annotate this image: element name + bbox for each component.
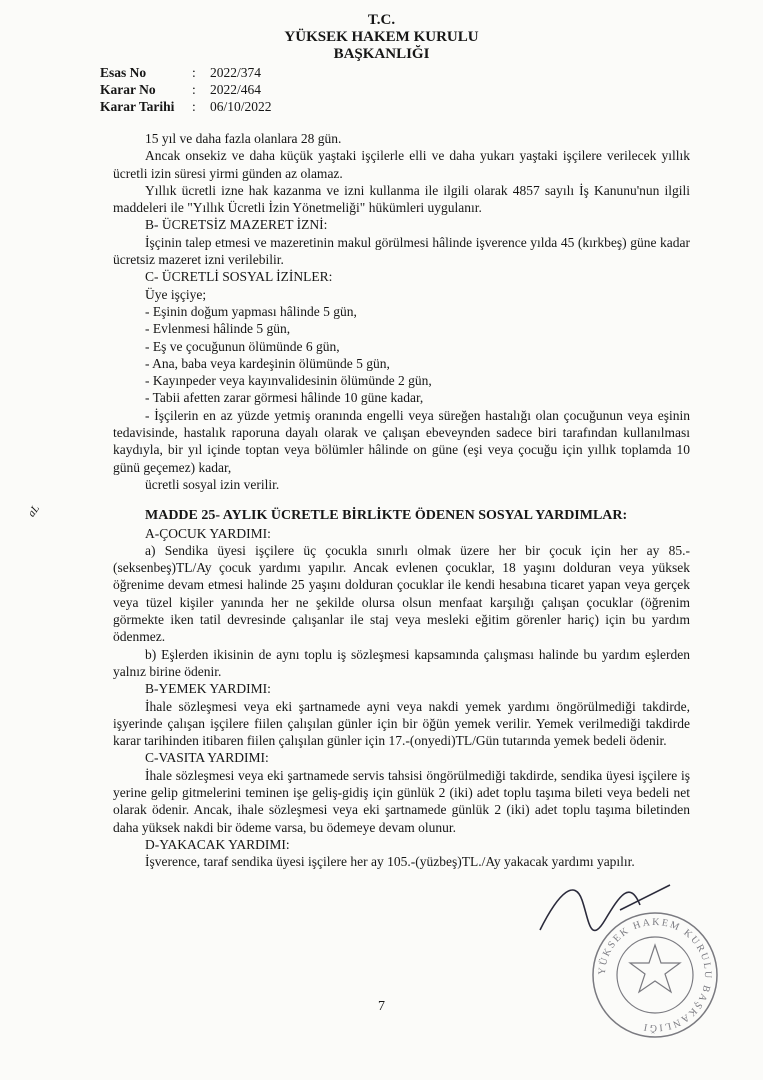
page-number: 7 [378, 999, 385, 1014]
paragraph: B-YEMEK YARDIMI: [145, 681, 271, 697]
meta-value: 2022/374 [210, 65, 262, 80]
meta-label: Esas No [100, 65, 147, 80]
meta-colon: : [192, 99, 196, 114]
paragraph: A-ÇOCUK YARDIMI: [145, 525, 271, 541]
meta-value: 2022/464 [210, 82, 262, 97]
case-metadata [100, 64, 272, 115]
paragraph: - İşçilerin en az yüzde yetmiş oranında engelli veya süreğen hastalığı olan çocuğunun veya eşinin tedavisinde, hastalık raporuna dayalı olarak ve çalışan ebeveynden sadece biri tarafından kullanılması kaydıyla, bir yıl içinde toptan veya bölümler hâlinde on güne (eşi veya çocuğu için yıllık toplamda 10 günü geçemez) kadar, [113, 407, 690, 475]
meta-value: 06/10/2022 [210, 99, 272, 114]
seal-text: YÜKSEK HAKEM KURULU BAŞKANLIĞI [596, 916, 714, 1034]
paragraph: - Evlenmesi hâlinde 5 gün, [145, 321, 291, 337]
paragraph: D-YAKACAK YARDIMI: [145, 836, 290, 852]
paragraph: - Eşinin doğum yapması hâlinde 5 gün, [145, 303, 357, 319]
meta-row-karar-tarihi [100, 98, 272, 115]
meta-row-karar [100, 81, 272, 98]
paragraph: C-VASITA YARDIMI: [145, 750, 269, 766]
paragraph: Ancak onsekiz ve daha küçük yaştaki işçilerle elli ve daha yukarı yaştaki işçilere verilecek yıllık ücretli izin süresi yirmi günden az olamaz. [113, 148, 690, 181]
paragraph: C- ÜCRETLİ SOSYAL İZİNLER: [145, 269, 333, 285]
paragraph: - Kayınpeder veya kayınvalidesinin ölümünde 2 gün, [145, 373, 432, 389]
meta-label: Karar No [100, 82, 156, 97]
paragraph: B- ÜCRETSİZ MAZERET İZNİ: [145, 217, 328, 233]
paragraph: - Tabii afetten zarar görmesi hâlinde 10 güne kadar, [145, 390, 424, 406]
paragraph: İşçinin talep etmesi ve mazeretinin makul görülmesi hâlinde işverence yılda 45 (kırkbeş) güne kadar ücretsiz mazeret izni verilebilir. [113, 234, 690, 268]
svg-text:YÜKSEK HAKEM KURULU BAŞKANLIĞI [597, 917, 713, 1034]
paragraph: - Ana, baba veya kardeşinin ölümünde 5 gün, [145, 355, 390, 371]
official-seal-icon [585, 905, 725, 1045]
meta-row-esas [100, 64, 272, 81]
paragraph: a) Sendika üyesi işçilere üç çocukla sınırlı olmak üzere her bir çocuk için her ay 85.-(seksenbeş)TL/Ay çocuk yardımı yapılır. Ancak evlenen çocuklar, 18 yaşını dolduran veya yüksek öğrenime devam etmesi halinde 25 yaşını dolduran çocuklar ile kendi hesabına ticaret yapan veya gerçek veya tüzel kişiler yanında her ne şekilde olursa olsun menfaat karşılığı çalışan çocuklar (öğrenim görmekte iken tatil devresinde çalışanlar ile staj veya mesleki eğitim görenler hariç) için bu yardım ödenmez. [113, 542, 690, 645]
header-presidency: BAŞKANLIĞI [333, 46, 430, 62]
paragraph: - Eş ve çocuğunun ölümünde 6 gün, [145, 338, 340, 354]
paragraph: b) Eşlerden ikisinin de aynı toplu iş sözleşmesi kapsamında çalışması halinde bu yardım eşlerden yalnız birine ödenir. [113, 646, 690, 679]
paragraph: İşverence, taraf sendika üyesi işçilere her ay 105.-(yüzbeş)TL./Ay yakacak yardımı yapılır. [145, 854, 635, 870]
meta-colon: : [192, 65, 196, 80]
header-institution: YÜKSEK HAKEM KURULU [284, 29, 479, 45]
paragraph: Yıllık ücretli izne hak kazanma ve izni kullanma ile ilgili olarak 4857 sayılı İş Kanunu'nun ilgili maddeleri ile "Yıllık Ücretli İzin Yönetmeliği" hükümleri uygulanır. [113, 182, 690, 216]
paragraph: ücretli sosyal izin verilir. [145, 476, 280, 492]
paragraph: 15 yıl ve daha fazla olanlara 28 gün. [145, 131, 342, 146]
article-heading: MADDE 25- AYLIK ÜCRETLE BİRLİKTE ÖDENEN SOSYAL YARDIMLAR: [145, 508, 628, 524]
paragraph: Üye işçiye; [145, 286, 207, 302]
paragraph: İhale sözleşmesi veya eki şartnamede ayni veya nakdi yemek yardımı öngörülmediği takdirde, işyerinde çalışan işçilere fiilen çalışılan günler için bir öğün yemek verilir. Yemek verilmediği takdirde karar tarihinden itibaren fiilen çalışılan günler için 17.-(onyedi)TL/Gün tutarında yemek bedeli ödenir. [113, 698, 690, 749]
paragraph: İhale sözleşmesi veya eki şartnamede servis tahsisi öngörülmediği takdirde, sendika üyesi işçilere iş yerine gelip gitmelerini teminen işe geliş-gidiş için günlük 2 (iki) adet toplu taşıma bileti veya bedeli net olarak ödenir. Ancak, ihale sözleşmesi veya eki şartnamede günlük 2 (iki) adet toplu taşıma biletinden daha yüksek nakdi bir ödeme varsa, bu ödemeye devam olunur. [113, 767, 690, 835]
meta-colon: : [192, 82, 196, 97]
margin-initials: aL [25, 502, 43, 520]
header-tc: T.C. [367, 12, 396, 28]
document-body [113, 130, 690, 870]
meta-label: Karar Tarihi [100, 99, 175, 114]
